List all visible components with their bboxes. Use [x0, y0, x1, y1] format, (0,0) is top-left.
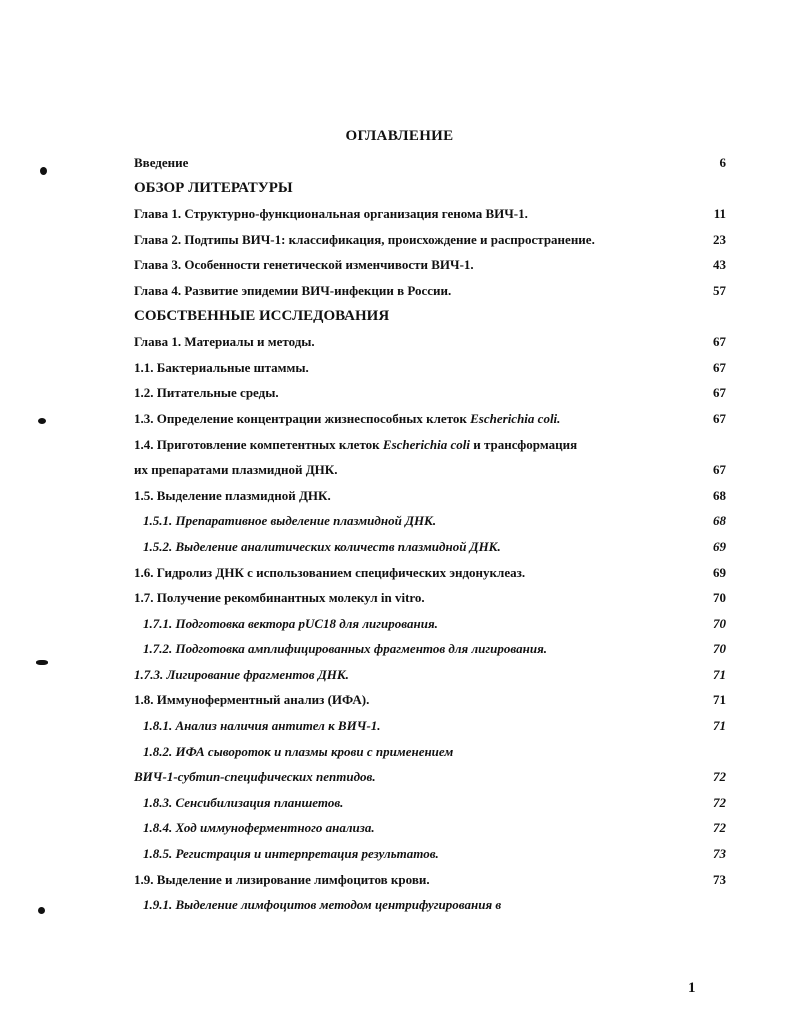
toc-page-number: 67 — [713, 359, 726, 375]
toc-subentry: 1.8.5. Регистрация и интерпретация результатов. 73 — [134, 841, 726, 867]
toc-page-number: 57 — [713, 282, 726, 298]
toc-page-number: 71 — [713, 666, 726, 682]
toc-entry: 1.6. Гидролиз ДНК с использованием специфических эндонуклеаз. 69 — [134, 560, 726, 586]
toc-page-number: 71 — [713, 692, 726, 708]
toc-entry-continuation: их препаратами плазмидной ДНК. 67 — [134, 457, 726, 483]
toc-subentry: 1.7.2. Подготовка амплифицированных фрагментов для лигирования. 70 — [134, 636, 726, 662]
toc-page-number: 73 — [713, 871, 726, 887]
page-title: ОГЛАВЛЕНИЕ — [345, 128, 454, 144]
toc-entry: 1.7. Получение рекомбинантных молекул in vitro. 70 — [134, 585, 726, 611]
toc-subentry: 1.9.1. Выделение лимфоцитов методом центрифугирования в — [143, 897, 502, 913]
toc-entry: 1.9. Выделение и лизирование лимфоцитов крови. 73 — [134, 867, 726, 893]
scan-speck — [40, 167, 47, 175]
toc-page-number: 67 — [713, 385, 726, 401]
toc-entry: 1.1. Бактериальные штаммы. 67 — [134, 355, 726, 381]
page-number: 1 — [688, 980, 696, 996]
toc-section-literature-review: ОБЗОР ЛИТЕРАТУРЫ — [134, 179, 293, 196]
toc-page-number: 23 — [713, 231, 726, 247]
toc-entry: 1.5. Выделение плазмидной ДНК. 68 — [134, 483, 726, 509]
toc-entry: 1.3. Определение концентрации жизнеспособных клеток Escherichia coli. 67 — [134, 406, 726, 432]
toc-entry: Глава 1. Структурно-функциональная организация генома ВИЧ-1. 11 — [134, 201, 726, 227]
toc-subentry: 1.8.1. Анализ наличия антител к ВИЧ-1. 71 — [134, 713, 726, 739]
toc-page-number: 70 — [713, 641, 726, 657]
toc-entry: Глава 2. Подтипы ВИЧ-1: классификация, происхождение и распространение. 23 — [134, 227, 726, 253]
toc-entry: 1.8. Иммуноферментный анализ (ИФА). 71 — [134, 687, 726, 713]
toc-entry: Глава 1. Материалы и методы. 67 — [134, 329, 726, 355]
table-of-contents — [134, 150, 726, 918]
toc-page-number: 72 — [713, 794, 726, 810]
toc-entry: 1.2. Питательные среды. 67 — [134, 380, 726, 406]
toc-page-number: 71 — [713, 718, 726, 734]
toc-page-number: 67 — [713, 410, 726, 426]
toc-page-number: 69 — [713, 564, 726, 580]
toc-entry: Глава 3. Особенности генетической изменчивости ВИЧ-1. 43 — [134, 252, 726, 278]
toc-page-number: 73 — [713, 846, 726, 862]
toc-subentry: 1.8.2. ИФА сывороток и плазмы крови с применением — [143, 743, 454, 759]
toc-entry-introduction: Введение 6 — [134, 150, 726, 176]
toc-page-number: 68 — [713, 513, 726, 529]
toc-entry: 1.4. Приготовление компетентных клеток Escherichia coli и трансформация — [134, 436, 578, 452]
toc-section-own-research: СОБСТВЕННЫЕ ИССЛЕДОВАНИЯ — [134, 307, 390, 324]
toc-subentry-continuation: ВИЧ-1-субтип-специфических пептидов. 72 — [134, 764, 726, 790]
toc-page-number: 6 — [719, 155, 726, 170]
toc-subentry: 1.7.3. Лигирование фрагментов ДНК. 71 — [134, 662, 726, 688]
toc-subentry: 1.8.3. Сенсибилизация планшетов. 72 — [134, 790, 726, 816]
toc-page-number: 69 — [713, 538, 726, 554]
toc-page-number: 68 — [713, 487, 726, 503]
toc-page-number: 72 — [713, 820, 726, 836]
toc-page-number: 70 — [713, 615, 726, 631]
scan-speck — [38, 418, 46, 424]
toc-page-number: 67 — [713, 462, 726, 478]
toc-page-number: 11 — [713, 206, 726, 222]
toc-entry: Глава 4. Развитие эпидемии ВИЧ-инфекции в России. 57 — [134, 278, 726, 304]
toc-subentry: 1.5.2. Выделение аналитических количеств плазмидной ДНК. 69 — [134, 534, 726, 560]
toc-subentry: 1.8.4. Ход иммуноферментного анализа. 72 — [134, 815, 726, 841]
toc-page-number: 70 — [713, 590, 726, 606]
toc-subentry: 1.5.1. Препаративное выделение плазмидной ДНК. 68 — [134, 508, 726, 534]
toc-subentry: 1.7.1. Подготовка вектора pUC18 для лигирования. 70 — [134, 611, 726, 637]
toc-page-number: 43 — [713, 257, 726, 273]
toc-page-number: 72 — [713, 769, 726, 785]
scan-speck — [36, 660, 48, 665]
toc-page-number: 67 — [713, 334, 726, 350]
scan-speck — [38, 907, 45, 914]
